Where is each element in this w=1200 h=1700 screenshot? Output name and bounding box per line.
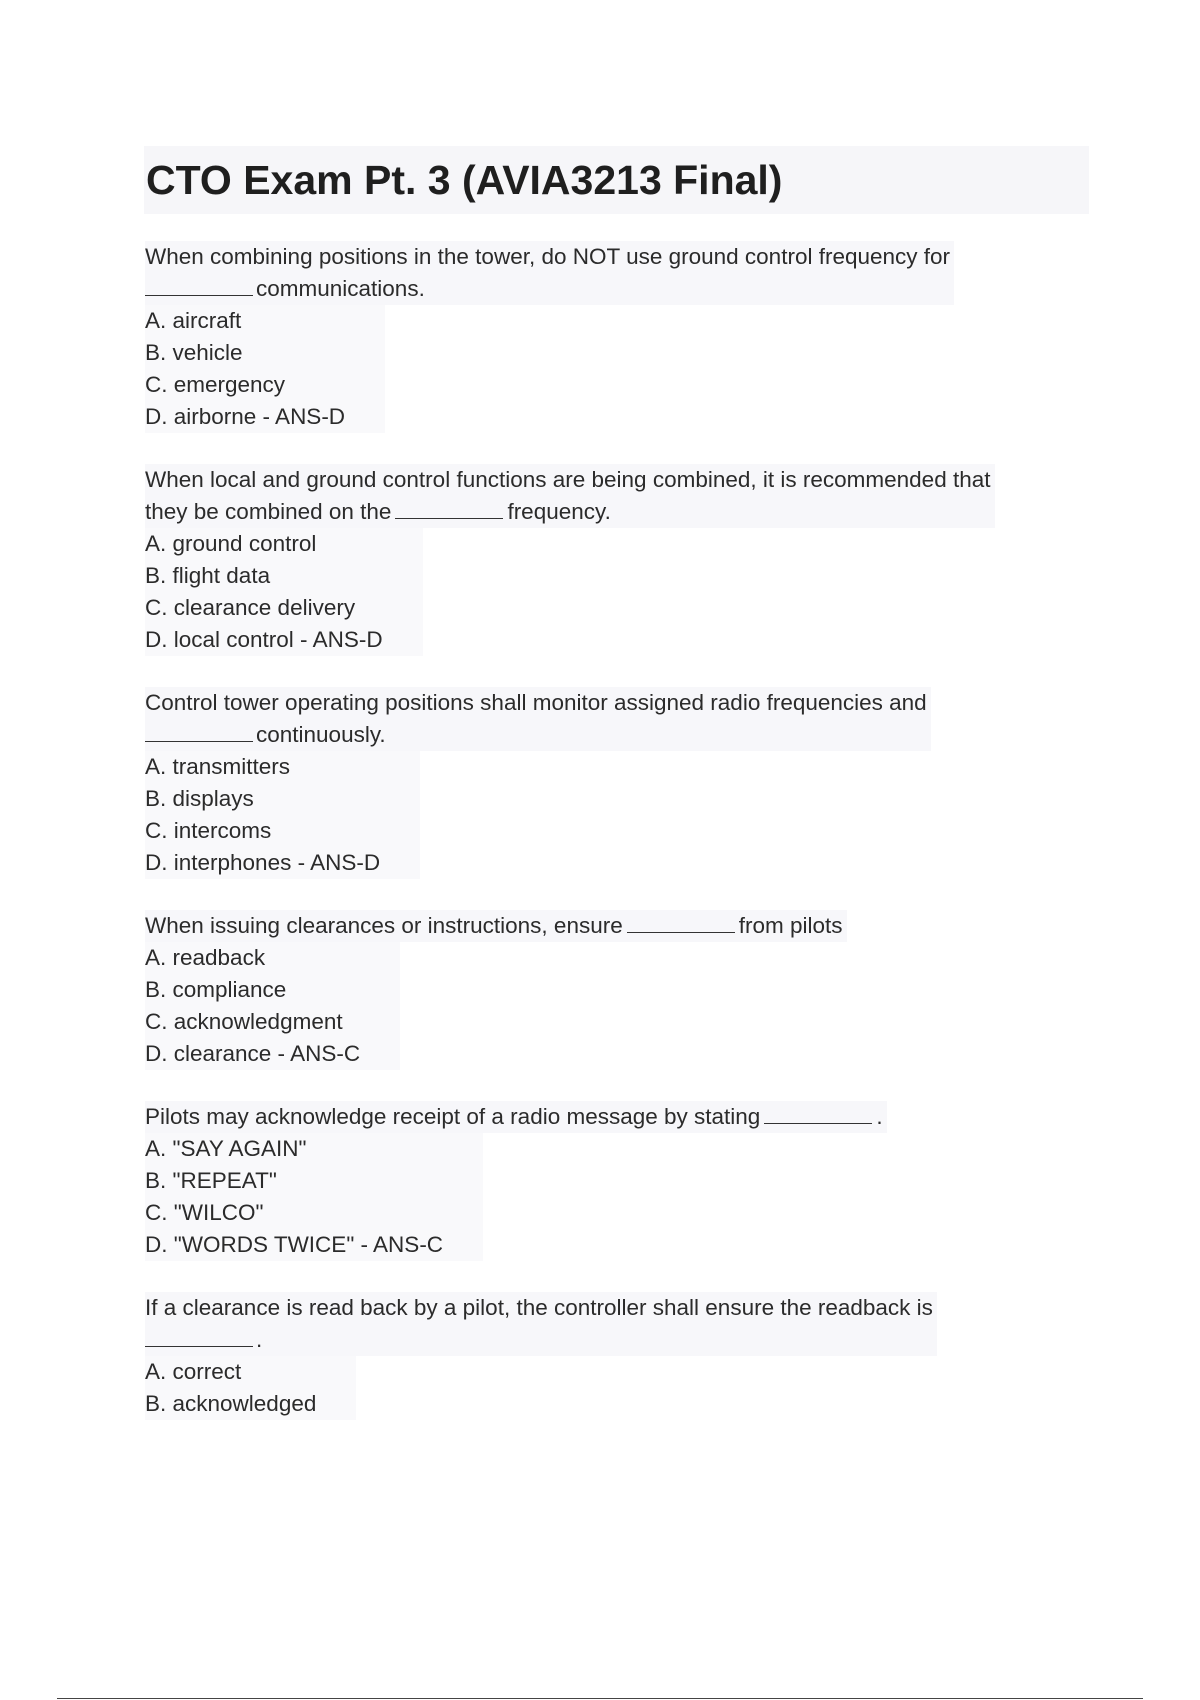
question-line: communications. (256, 276, 425, 301)
question-text (145, 241, 954, 305)
option-b: B. vehicle (145, 340, 243, 365)
question-4 (145, 910, 1090, 1070)
option-b: B. compliance (145, 977, 287, 1002)
question-line: . (876, 1104, 883, 1129)
question-line: frequency. (507, 499, 611, 524)
option-list (145, 528, 423, 656)
question-5 (145, 1101, 1090, 1261)
question-line: continuously. (256, 722, 386, 747)
answer-blank (145, 274, 253, 296)
answer-blank (395, 497, 503, 519)
question-1 (145, 241, 1090, 433)
option-list (145, 1133, 483, 1261)
option-d: D. local control - ANS-D (145, 627, 383, 652)
option-c: C. intercoms (145, 818, 272, 843)
option-c: C. "WILCO" (145, 1200, 264, 1225)
question-text (145, 464, 995, 528)
question-line: If a clearance is read back by a pilot, the controller shall ensure the readback is (145, 1295, 933, 1320)
option-c: C. clearance delivery (145, 595, 356, 620)
option-c: C. acknowledgment (145, 1009, 343, 1034)
document-title: CTO Exam Pt. 3 (AVIA3213 Final) (146, 157, 783, 203)
answer-blank (764, 1102, 872, 1124)
option-d: D. airborne - ANS-D (145, 404, 346, 429)
option-d: D. "WORDS TWICE" - ANS-C (145, 1232, 444, 1257)
question-6 (145, 1292, 1090, 1420)
question-line: When local and ground control functions are being combined, it is recommended that (145, 467, 991, 492)
option-list (145, 942, 400, 1070)
question-list (145, 241, 1090, 1451)
option-list (145, 305, 385, 433)
option-a: A. transmitters (145, 754, 291, 779)
question-2 (145, 464, 1090, 656)
question-text (145, 687, 931, 751)
question-line: . (256, 1327, 263, 1352)
question-3 (145, 687, 1090, 879)
option-a: A. ground control (145, 531, 317, 556)
footer-divider (57, 1698, 1143, 1699)
question-line: Pilots may acknowledge receipt of a radio message by stating (145, 1104, 761, 1129)
option-b: B. flight data (145, 563, 271, 588)
answer-blank (145, 720, 253, 742)
question-text (145, 910, 847, 942)
option-a: A. aircraft (145, 308, 242, 333)
option-a: A. "SAY AGAIN" (145, 1136, 307, 1161)
option-d: D. clearance - ANS-C (145, 1041, 361, 1066)
option-a: A. correct (145, 1359, 242, 1384)
question-text (145, 1101, 887, 1133)
option-b: B. "REPEAT" (145, 1168, 277, 1193)
question-line: When issuing clearances or instructions, ensure (145, 913, 623, 938)
answer-blank (627, 911, 735, 933)
option-list (145, 1356, 356, 1420)
title-banner (144, 146, 1089, 214)
question-line: Control tower operating positions shall monitor assigned radio frequencies and (145, 690, 927, 715)
question-line: from pilots (738, 913, 843, 938)
question-text (145, 1292, 937, 1356)
question-line: they be combined on the (145, 499, 392, 524)
option-list (145, 751, 420, 879)
question-line: When combining positions in the tower, do NOT use ground control frequency for (145, 244, 951, 269)
option-d: D. interphones - ANS-D (145, 850, 381, 875)
answer-blank (145, 1325, 253, 1347)
option-b: B. displays (145, 786, 254, 811)
option-c: C. emergency (145, 372, 286, 397)
option-b: B. acknowledged (145, 1391, 317, 1416)
option-a: A. readback (145, 945, 266, 970)
